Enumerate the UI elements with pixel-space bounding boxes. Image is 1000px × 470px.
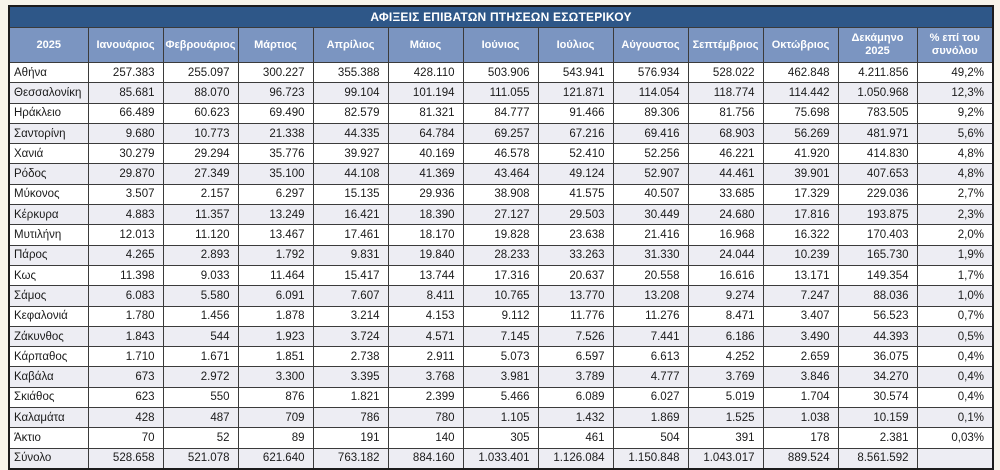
row-label: Κεφαλονιά [9,306,88,326]
percent-cell: 2,3% [917,205,993,225]
value-cell: 3.769 [688,367,763,387]
percent-cell: 0,03% [917,428,993,448]
value-cell: 11.776 [538,306,613,326]
value-cell: 13.770 [538,286,613,306]
value-cell: 428.110 [388,63,463,83]
value-cell: 2.738 [313,347,388,367]
row-label: Σύνολο [9,448,88,469]
value-cell: 88.070 [163,83,238,103]
value-cell: 11.398 [88,265,163,285]
value-cell: 140 [388,428,463,448]
value-cell: 52 [163,428,238,448]
value-cell: 1.923 [238,326,313,346]
percent-cell: 12,3% [917,83,993,103]
value-cell: 16.968 [688,225,763,245]
title-row [9,6,993,28]
value-cell: 1.821 [313,387,388,407]
value-cell: 23.638 [538,225,613,245]
value-cell: 763.182 [313,448,388,469]
value-cell: 64.784 [388,123,463,143]
row-label: Ηράκλειο [9,103,88,123]
row-label: Θεσσαλονίκη [9,83,88,103]
value-cell: 81.321 [388,103,463,123]
row-label: Σκιάθος [9,387,88,407]
column-header: Οκτώβριος [763,28,838,63]
value-cell: 35.776 [238,144,313,164]
value-cell: 81.756 [688,103,763,123]
value-cell: 528.658 [88,448,163,469]
percent-cell: 9,2% [917,103,993,123]
table-row [9,428,993,448]
column-header-year: 2025 [9,28,88,63]
ten-month-total-cell: 149.354 [838,265,917,285]
value-cell: 3.407 [763,306,838,326]
table-row [9,123,993,143]
value-cell: 3.789 [538,367,613,387]
value-cell: 9.274 [688,286,763,306]
value-cell: 10.239 [763,245,838,265]
value-cell: 29.294 [163,144,238,164]
value-cell: 82.579 [313,103,388,123]
value-cell: 33.685 [688,184,763,204]
value-cell: 355.388 [313,63,388,83]
value-cell: 191 [313,428,388,448]
value-cell: 4.883 [88,205,163,225]
value-cell: 114.054 [613,83,688,103]
value-cell: 69.257 [463,123,538,143]
value-cell: 13.467 [238,225,313,245]
row-label: Ρόδος [9,164,88,184]
row-label: Μυτιλήνη [9,225,88,245]
ten-month-total-cell: 8.561.592 [838,448,917,469]
value-cell: 3.981 [463,367,538,387]
percent-cell: 2,7% [917,184,993,204]
ten-month-total-cell: 407.653 [838,164,917,184]
value-cell: 9.831 [313,245,388,265]
value-cell: 4.265 [88,245,163,265]
row-label: Σάμος [9,286,88,306]
value-cell: 27.349 [163,164,238,184]
value-cell: 10.773 [163,123,238,143]
value-cell: 1.038 [763,408,838,428]
value-cell: 5.019 [688,387,763,407]
value-cell: 17.816 [763,205,838,225]
value-cell: 38.908 [463,184,538,204]
table-row [9,347,993,367]
table-row [9,103,993,123]
value-cell: 20.637 [538,265,613,285]
value-cell: 1.704 [763,387,838,407]
totals-row [9,448,993,469]
value-cell: 13.744 [388,265,463,285]
table-row [9,265,993,285]
percent-cell: 0,4% [917,387,993,407]
table-row [9,408,993,428]
percent-cell: 1,9% [917,245,993,265]
table-row [9,306,993,326]
value-cell: 9.680 [88,123,163,143]
value-cell: 2.399 [388,387,463,407]
value-cell: 1.456 [163,306,238,326]
value-cell: 31.330 [613,245,688,265]
ten-month-total-cell: 2.381 [838,428,917,448]
value-cell: 7.145 [463,326,538,346]
value-cell: 4.571 [388,326,463,346]
value-cell: 576.934 [613,63,688,83]
value-cell: 69.416 [613,123,688,143]
value-cell: 9.033 [163,265,238,285]
row-label: Σαντορίνη [9,123,88,143]
ten-month-total-cell: 229.036 [838,184,917,204]
table-row [9,184,993,204]
value-cell: 67.216 [538,123,613,143]
table-row [9,326,993,346]
value-cell: 3.490 [763,326,838,346]
value-cell: 4.777 [613,367,688,387]
value-cell: 17.316 [463,265,538,285]
value-cell: 15.135 [313,184,388,204]
value-cell: 257.383 [88,63,163,83]
column-header: Ιούλιος [538,28,613,63]
column-header: Σεπτέμβριος [688,28,763,63]
ten-month-total-cell: 36.075 [838,347,917,367]
value-cell: 786 [313,408,388,428]
ten-month-total-cell: 30.574 [838,387,917,407]
value-cell: 3.724 [313,326,388,346]
value-cell: 8.471 [688,306,763,326]
value-cell: 5.580 [163,286,238,306]
percent-cell [917,448,993,469]
value-cell: 3.846 [763,367,838,387]
value-cell: 6.613 [613,347,688,367]
value-cell: 18.170 [388,225,463,245]
value-cell: 16.322 [763,225,838,245]
percent-cell: 4,8% [917,144,993,164]
value-cell: 1.878 [238,306,313,326]
value-cell: 2.893 [163,245,238,265]
value-cell: 11.120 [163,225,238,245]
value-cell: 13.171 [763,265,838,285]
value-cell: 39.901 [763,164,838,184]
value-cell: 178 [763,428,838,448]
value-cell: 68.903 [688,123,763,143]
row-label: Αθήνα [9,63,88,83]
value-cell: 46.578 [463,144,538,164]
value-cell: 8.411 [388,286,463,306]
percent-cell: 1,7% [917,265,993,285]
value-cell: 2.911 [388,347,463,367]
row-label: Καβάλα [9,367,88,387]
value-cell: 1.710 [88,347,163,367]
value-cell: 4.252 [688,347,763,367]
percent-cell: 0,7% [917,306,993,326]
value-cell: 44.108 [313,164,388,184]
ten-month-total-cell: 56.523 [838,306,917,326]
value-cell: 121.871 [538,83,613,103]
value-cell: 111.055 [463,83,538,103]
value-cell: 52.256 [613,144,688,164]
value-cell: 118.774 [688,83,763,103]
value-cell: 528.022 [688,63,763,83]
value-cell: 623 [88,387,163,407]
value-cell: 6.297 [238,184,313,204]
value-cell: 96.723 [238,83,313,103]
value-cell: 21.338 [238,123,313,143]
value-cell: 550 [163,387,238,407]
column-header: Ιανουάριος [88,28,163,63]
row-label: Άκτιο [9,428,88,448]
value-cell: 1.432 [538,408,613,428]
ten-month-total-cell: 10.159 [838,408,917,428]
value-cell: 13.249 [238,205,313,225]
value-cell: 3.768 [388,367,463,387]
row-label: Πάρος [9,245,88,265]
table-title: ΑΦΙΞΕΙΣ ΕΠΙΒΑΤΩΝ ΠΤΗΣΕΩΝ ΕΣΩΤΕΡΙΚΟΥ [9,6,993,28]
value-cell: 11.464 [238,265,313,285]
value-cell: 1.150.848 [613,448,688,469]
value-cell: 503.906 [463,63,538,83]
domestic-arrivals-table [8,5,994,470]
column-header: Δεκάμηνο 2025 [838,28,917,63]
value-cell: 44.461 [688,164,763,184]
row-label: Κέρκυρα [9,205,88,225]
value-cell: 69.490 [238,103,313,123]
value-cell: 1.043.017 [688,448,763,469]
percent-cell: 5,6% [917,123,993,143]
value-cell: 6.597 [538,347,613,367]
value-cell: 29.870 [88,164,163,184]
value-cell: 24.044 [688,245,763,265]
table-row [9,225,993,245]
value-cell: 13.208 [613,286,688,306]
row-label: Κάρπαθος [9,347,88,367]
value-cell: 60.623 [163,103,238,123]
ten-month-total-cell: 414.830 [838,144,917,164]
value-cell: 40.507 [613,184,688,204]
value-cell: 43.464 [463,164,538,184]
value-cell: 7.441 [613,326,688,346]
ten-month-total-cell: 34.270 [838,367,917,387]
value-cell: 428 [88,408,163,428]
value-cell: 6.027 [613,387,688,407]
percent-cell: 0,4% [917,347,993,367]
value-cell: 56.269 [763,123,838,143]
value-cell: 1.671 [163,347,238,367]
percent-cell: 0,1% [917,408,993,428]
value-cell: 24.680 [688,205,763,225]
value-cell: 44.335 [313,123,388,143]
value-cell: 11.357 [163,205,238,225]
value-cell: 3.214 [313,306,388,326]
value-cell: 35.100 [238,164,313,184]
ten-month-total-cell: 44.393 [838,326,917,346]
value-cell: 3.507 [88,184,163,204]
value-cell: 1.126.084 [538,448,613,469]
value-cell: 27.127 [463,205,538,225]
row-label: Καλαμάτα [9,408,88,428]
value-cell: 7.607 [313,286,388,306]
value-cell: 99.104 [313,83,388,103]
row-label: Μύκονος [9,184,88,204]
value-cell: 16.421 [313,205,388,225]
header-row [9,28,993,63]
value-cell: 6.083 [88,286,163,306]
value-cell: 10.765 [463,286,538,306]
ten-month-total-cell: 170.403 [838,225,917,245]
table-row [9,63,993,83]
table-row [9,245,993,265]
value-cell: 1.869 [613,408,688,428]
percent-cell: 49,2% [917,63,993,83]
value-cell: 1.851 [238,347,313,367]
value-cell: 5.466 [463,387,538,407]
value-cell: 709 [238,408,313,428]
value-cell: 75.698 [763,103,838,123]
value-cell: 89 [238,428,313,448]
column-header: Μάιος [388,28,463,63]
value-cell: 1.792 [238,245,313,265]
value-cell: 18.390 [388,205,463,225]
value-cell: 52.410 [538,144,613,164]
value-cell: 11.276 [613,306,688,326]
value-cell: 15.417 [313,265,388,285]
ten-month-total-cell: 165.730 [838,245,917,265]
value-cell: 2.972 [163,367,238,387]
row-label: Χανιά [9,144,88,164]
value-cell: 101.194 [388,83,463,103]
table-row [9,83,993,103]
value-cell: 504 [613,428,688,448]
value-cell: 255.097 [163,63,238,83]
value-cell: 66.489 [88,103,163,123]
value-cell: 84.777 [463,103,538,123]
value-cell: 1.033.401 [463,448,538,469]
value-cell: 5.073 [463,347,538,367]
value-cell: 19.840 [388,245,463,265]
value-cell: 41.575 [538,184,613,204]
value-cell: 2.659 [763,347,838,367]
column-header: % επί του συνόλου [917,28,993,63]
column-header: Απρίλιος [313,28,388,63]
ten-month-total-cell: 1.050.968 [838,83,917,103]
value-cell: 487 [163,408,238,428]
value-cell: 300.227 [238,63,313,83]
value-cell: 521.078 [163,448,238,469]
percent-cell: 0,4% [917,367,993,387]
value-cell: 7.526 [538,326,613,346]
value-cell: 29.503 [538,205,613,225]
column-header: Μάρτιος [238,28,313,63]
row-label: Ζάκυνθος [9,326,88,346]
percent-cell: 2,0% [917,225,993,245]
table-row [9,164,993,184]
value-cell: 543.941 [538,63,613,83]
value-cell: 3.300 [238,367,313,387]
value-cell: 52.907 [613,164,688,184]
value-cell: 30.279 [88,144,163,164]
column-header: Ιούνιος [463,28,538,63]
value-cell: 6.091 [238,286,313,306]
value-cell: 39.927 [313,144,388,164]
ten-month-total-cell: 783.505 [838,103,917,123]
row-label: Κως [9,265,88,285]
value-cell: 9.112 [463,306,538,326]
value-cell: 17.461 [313,225,388,245]
ten-month-total-cell: 88.036 [838,286,917,306]
table-row [9,205,993,225]
value-cell: 1.780 [88,306,163,326]
value-cell: 89.306 [613,103,688,123]
value-cell: 30.449 [613,205,688,225]
value-cell: 41.369 [388,164,463,184]
value-cell: 70 [88,428,163,448]
value-cell: 7.247 [763,286,838,306]
value-cell: 1.525 [688,408,763,428]
value-cell: 46.221 [688,144,763,164]
value-cell: 114.442 [763,83,838,103]
value-cell: 4.153 [388,306,463,326]
value-cell: 29.936 [388,184,463,204]
column-header: Αύγουστος [613,28,688,63]
value-cell: 889.524 [763,448,838,469]
value-cell: 6.089 [538,387,613,407]
value-cell: 391 [688,428,763,448]
value-cell: 21.416 [613,225,688,245]
percent-cell: 1,0% [917,286,993,306]
value-cell: 12.013 [88,225,163,245]
value-cell: 1.843 [88,326,163,346]
value-cell: 17.329 [763,184,838,204]
value-cell: 462.848 [763,63,838,83]
percent-cell: 4,8% [917,164,993,184]
value-cell: 461 [538,428,613,448]
value-cell: 16.616 [688,265,763,285]
value-cell: 3.395 [313,367,388,387]
value-cell: 20.558 [613,265,688,285]
value-cell: 305 [463,428,538,448]
column-header: Φεβρουάριος [163,28,238,63]
value-cell: 33.263 [538,245,613,265]
value-cell: 41.920 [763,144,838,164]
value-cell: 544 [163,326,238,346]
value-cell: 1.105 [463,408,538,428]
ten-month-total-cell: 481.971 [838,123,917,143]
value-cell: 2.157 [163,184,238,204]
ten-month-total-cell: 193.875 [838,205,917,225]
value-cell: 673 [88,367,163,387]
table-row [9,367,993,387]
value-cell: 49.124 [538,164,613,184]
value-cell: 19.828 [463,225,538,245]
value-cell: 40.169 [388,144,463,164]
value-cell: 91.466 [538,103,613,123]
value-cell: 85.681 [88,83,163,103]
value-cell: 621.640 [238,448,313,469]
value-cell: 6.186 [688,326,763,346]
value-cell: 884.160 [388,448,463,469]
value-cell: 28.233 [463,245,538,265]
value-cell: 780 [388,408,463,428]
ten-month-total-cell: 4.211.856 [838,63,917,83]
percent-cell: 0,5% [917,326,993,346]
table-row [9,286,993,306]
value-cell: 876 [238,387,313,407]
table-row [9,144,993,164]
table-row [9,387,993,407]
